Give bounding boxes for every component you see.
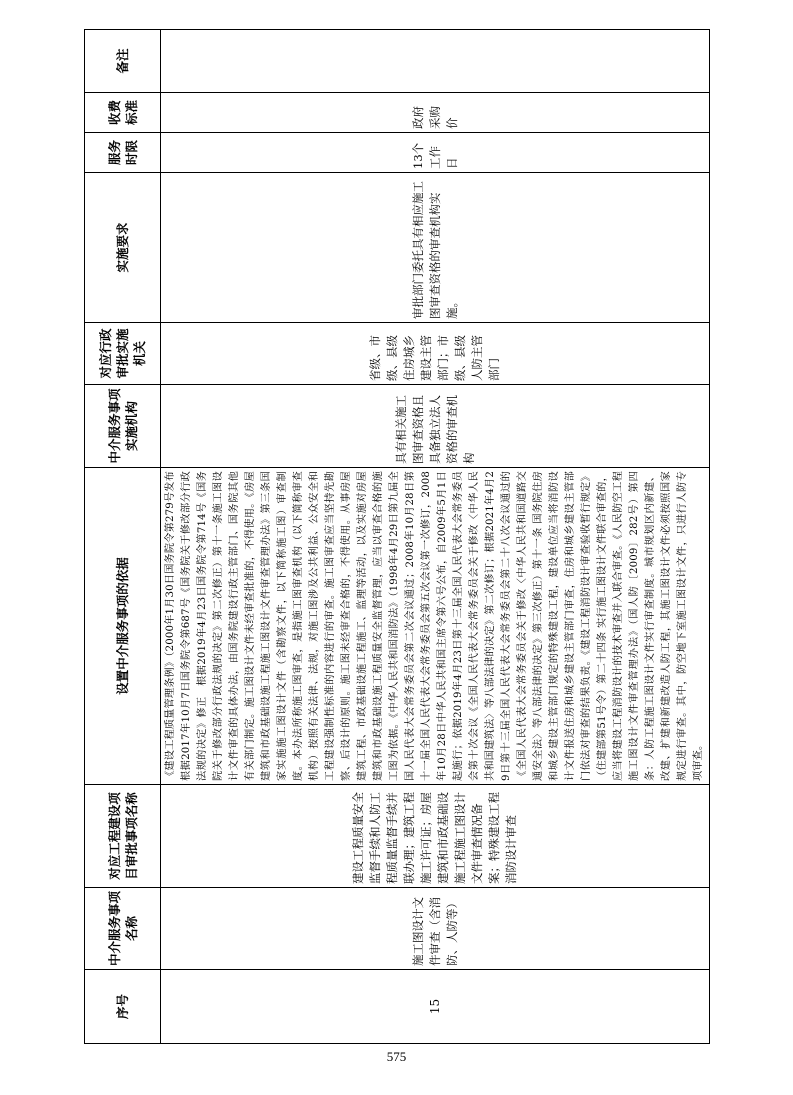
header-authority: 对应行政审批实施机关 xyxy=(85,323,161,385)
cell-agency: 具有相关施工图审查资格且具备独立法人资格的审查机构 xyxy=(161,385,710,468)
header-approval-item: 对应工程建设项目审批事项名称 xyxy=(85,785,161,888)
page-number: 575 xyxy=(386,1049,407,1064)
header-basis: 设置中介服务事项的依据 xyxy=(85,468,161,785)
cell-seq: 15 xyxy=(161,970,710,1044)
header-seq: 序号 xyxy=(85,970,161,1044)
cell-fee: 政府采购价 xyxy=(161,93,710,133)
cell-time-limit: 13个工作日 xyxy=(161,133,710,173)
header-item-name: 中介服务事项名称 xyxy=(85,888,161,970)
header-agency: 中介服务事项实施机构 xyxy=(85,385,161,468)
rotated-table-container xyxy=(84,30,704,1044)
cell-basis: 《建设工程质量管理条例》（2000年1月30日国务院令第279号发布根据2017年10月7日国务院令第687号《国务院关于修改部分行政法规的决定》修正 根据2019年4月23日国务院令第714号《国务院关于修改部分行政法规的决定》第二次修正）第十一条施工图设计文件审查的具体办法，由国务院建设行政主管部门、国务院其他有关部门制定。施工图设计文件未经审查批准的，不得使用。《房屋建筑和市政基础设施工程施工图设计文件审查管理办法》第三条国家实施施工图设计文件（含勘察文件，以下简称施工图）审查制度。本办法所称施工图审查，是指施工图审查机构（以下简称审查机构）按照有关法律、法规，对施工图涉及公共利益、公众安全和工程建设强制性标准的内容进行的审查。施工图审查应当坚持先勘察、后设计的原则。施工图未经审查合格的，不得使用。从事房屋建筑工程、市政基础设施工程施工、监理等活动，以及实施对房屋建筑和市政基础设施工程质量安全监督管理，应当以审查合格的施工图为依据。《中华人民共和国消防法》（1998年4月29日第九届全国人民代表大会常务委员会第二次会议通过；2008年10月28日第十一届全国人民代表大会常务委员会第五次会议第一次修订，2008年10月28日中华人民共和国主席令第六号公布，自2009年5月1日起施行；依据2019年4月23日第十三届全国人民代表大会常务委员会第十次会议《全国人民代表大会常务委员会关于修改〈中华人民共和国建筑法〉等八部法律的决定》第二次修订；根据2021年4月29日第十三届全国人民代表大会常务委员会第二十八次会议通过的《全国人民代表大会常务委员会关于修改〈中华人民共和国道路交通安全法〉等八部法律的决定》第三次修正）第十一条 国务院住房和城乡建设主管部门规定的特殊建设工程，建设单位应当将消防设计文件报送住房和城乡建设主管部门审查，住房和城乡建设主管部门依法对审查的结果负责。《建设工程消防设计审查验收暂行规定》（住建部第51号令）第二十四条 实行施工图设计文件联合审查的，应当将建设工程消防设计的技术审查并入联合审查。《人民防空工程施工图设计文件审查管理办法》（国人防〔2009〕282号）第四条：人防工程施工图设计文件实行审查制度。城市规划区内新建、改建、扩建和新建改造人防工程，其施工图设计文件必须按照国家规定进行审查。其中，防空地下室施工图设计文件，只进行人防专项审查。 xyxy=(161,468,710,785)
cell-remark xyxy=(161,30,710,93)
table-row xyxy=(161,30,710,1044)
intermediary-services-table xyxy=(84,29,710,1044)
cell-authority: 省级、市级、县级住房城乡建设主管部门；市级、县级人防主管部门 xyxy=(161,323,710,385)
header-row xyxy=(85,30,161,1044)
header-time-limit: 服务时限 xyxy=(85,133,161,173)
cell-approval-item: 建设工程质量安全监督手续和人防工程质量监督手续并联办理；建筑工程施工许可证；房屋建筑和市政基础设施工程施工图设计文件审查情况备案；特殊建设工程消防设计审查 xyxy=(161,785,710,888)
cell-requirement: 审批部门委托具有相应施工图审查资格的审查机构实施。 xyxy=(161,173,710,323)
header-fee: 收费标准 xyxy=(85,93,161,133)
header-requirement: 实施要求 xyxy=(85,173,161,323)
header-remark: 备注 xyxy=(85,30,161,93)
cell-item-name: 施工图设计文件审查（含消防、人防等） xyxy=(161,888,710,970)
